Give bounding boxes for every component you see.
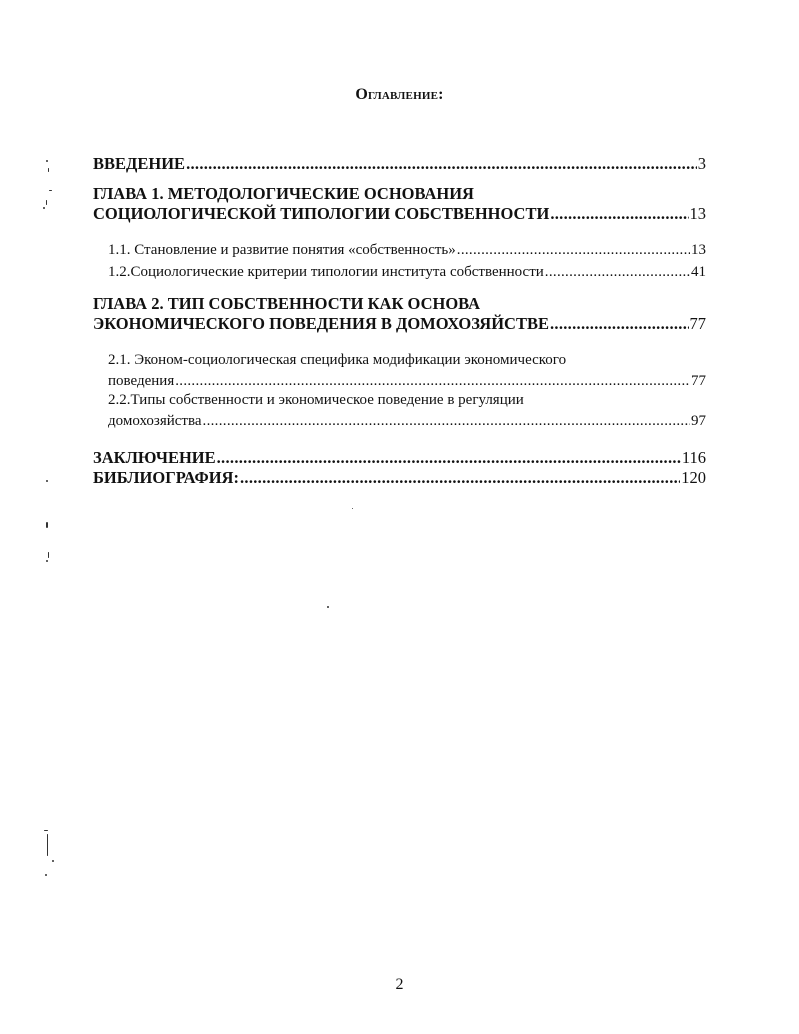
- toc-entry-section-2-1: [108, 373, 706, 390]
- toc-entry-label: СОЦИОЛОГИЧЕСКОЙ ТИПОЛОГИИ СОБСТВЕННОСТИ: [93, 204, 550, 223]
- toc-entry-page: 41: [691, 264, 706, 280]
- leader-dots: [457, 242, 690, 259]
- toc-section-2-1-line1: 2.1. Эконом-социологическая специфика модификации экономического: [108, 352, 567, 368]
- toc-entry-label: ЗАКЛЮЧЕНИЕ: [93, 448, 216, 467]
- toc-section-2-2-line1: 2.2.Типы собственности и экономическое поведение в регуляции: [108, 392, 524, 408]
- scan-speck: [52, 860, 54, 862]
- toc-entry-page: 13: [689, 204, 706, 223]
- toc-entry-page: 77: [689, 314, 706, 333]
- scan-speck: [47, 834, 48, 856]
- toc-entry-chapter2: [93, 314, 706, 334]
- leader-dots: [550, 314, 689, 334]
- toc-entry-bibliography: [93, 468, 706, 488]
- scan-speck: [46, 522, 48, 528]
- toc-entry-page: 13: [691, 242, 706, 258]
- toc-entry-chapter1: [93, 204, 706, 224]
- toc-chapter1-line1: ГЛАВА 1. МЕТОДОЛОГИЧЕСКИЕ ОСНОВАНИЯ: [93, 184, 474, 203]
- toc-entry-conclusion: [93, 448, 706, 468]
- leader-dots: [545, 264, 690, 281]
- toc-entry-section-2-2: [108, 413, 706, 430]
- scan-speck: [46, 480, 48, 482]
- scan-speck: [48, 168, 49, 172]
- toc-chapter2-line1: ГЛАВА 2. ТИП СОБСТВЕННОСТИ КАК ОСНОВА: [93, 294, 481, 313]
- leader-dots: [203, 413, 690, 430]
- scan-speck: [352, 508, 353, 509]
- toc-entry-page: 77: [691, 373, 706, 389]
- scan-speck: [46, 160, 48, 162]
- toc-entry-label: поведения: [108, 373, 175, 389]
- toc-entry-section-1-2: [108, 264, 706, 281]
- toc-entry-label: ВВЕДЕНИЕ: [93, 154, 186, 173]
- leader-dots: [240, 468, 680, 488]
- scan-speck: [48, 552, 49, 558]
- page-number: 2: [395, 976, 404, 993]
- toc-entry-page: 120: [681, 468, 706, 487]
- toc-entry-section-1-1: [108, 242, 706, 259]
- scan-speck: [327, 606, 329, 608]
- scan-speck: [46, 200, 47, 205]
- toc-entry-label: БИБЛИОГРАФИЯ:: [93, 468, 239, 487]
- scan-speck: [43, 207, 45, 209]
- toc-entry-label: домохозяйства: [108, 413, 202, 429]
- scan-speck: [49, 190, 52, 191]
- toc-title: Оглавление:: [355, 86, 444, 103]
- toc-entry-label: 1.2.Социологические критерии типологии института собственности: [108, 264, 544, 280]
- toc-entry-page: 116: [681, 448, 706, 467]
- leader-dots: [550, 204, 688, 224]
- leader-dots: [186, 154, 697, 174]
- scan-speck: [44, 830, 48, 831]
- toc-entry-label: 1.1. Становление и развитие понятия «собственность»: [108, 242, 456, 258]
- toc-entry-label: ЭКОНОМИЧЕСКОГО ПОВЕДЕНИЯ В ДОМОХОЗЯЙСТВЕ: [93, 314, 549, 333]
- toc-entry-intro: [93, 154, 706, 174]
- leader-dots: [217, 448, 681, 468]
- toc-entry-page: 3: [697, 154, 706, 173]
- scan-speck: [46, 560, 48, 562]
- leader-dots: [175, 373, 690, 390]
- scan-speck: [45, 874, 47, 876]
- toc-entry-page: 97: [691, 413, 706, 429]
